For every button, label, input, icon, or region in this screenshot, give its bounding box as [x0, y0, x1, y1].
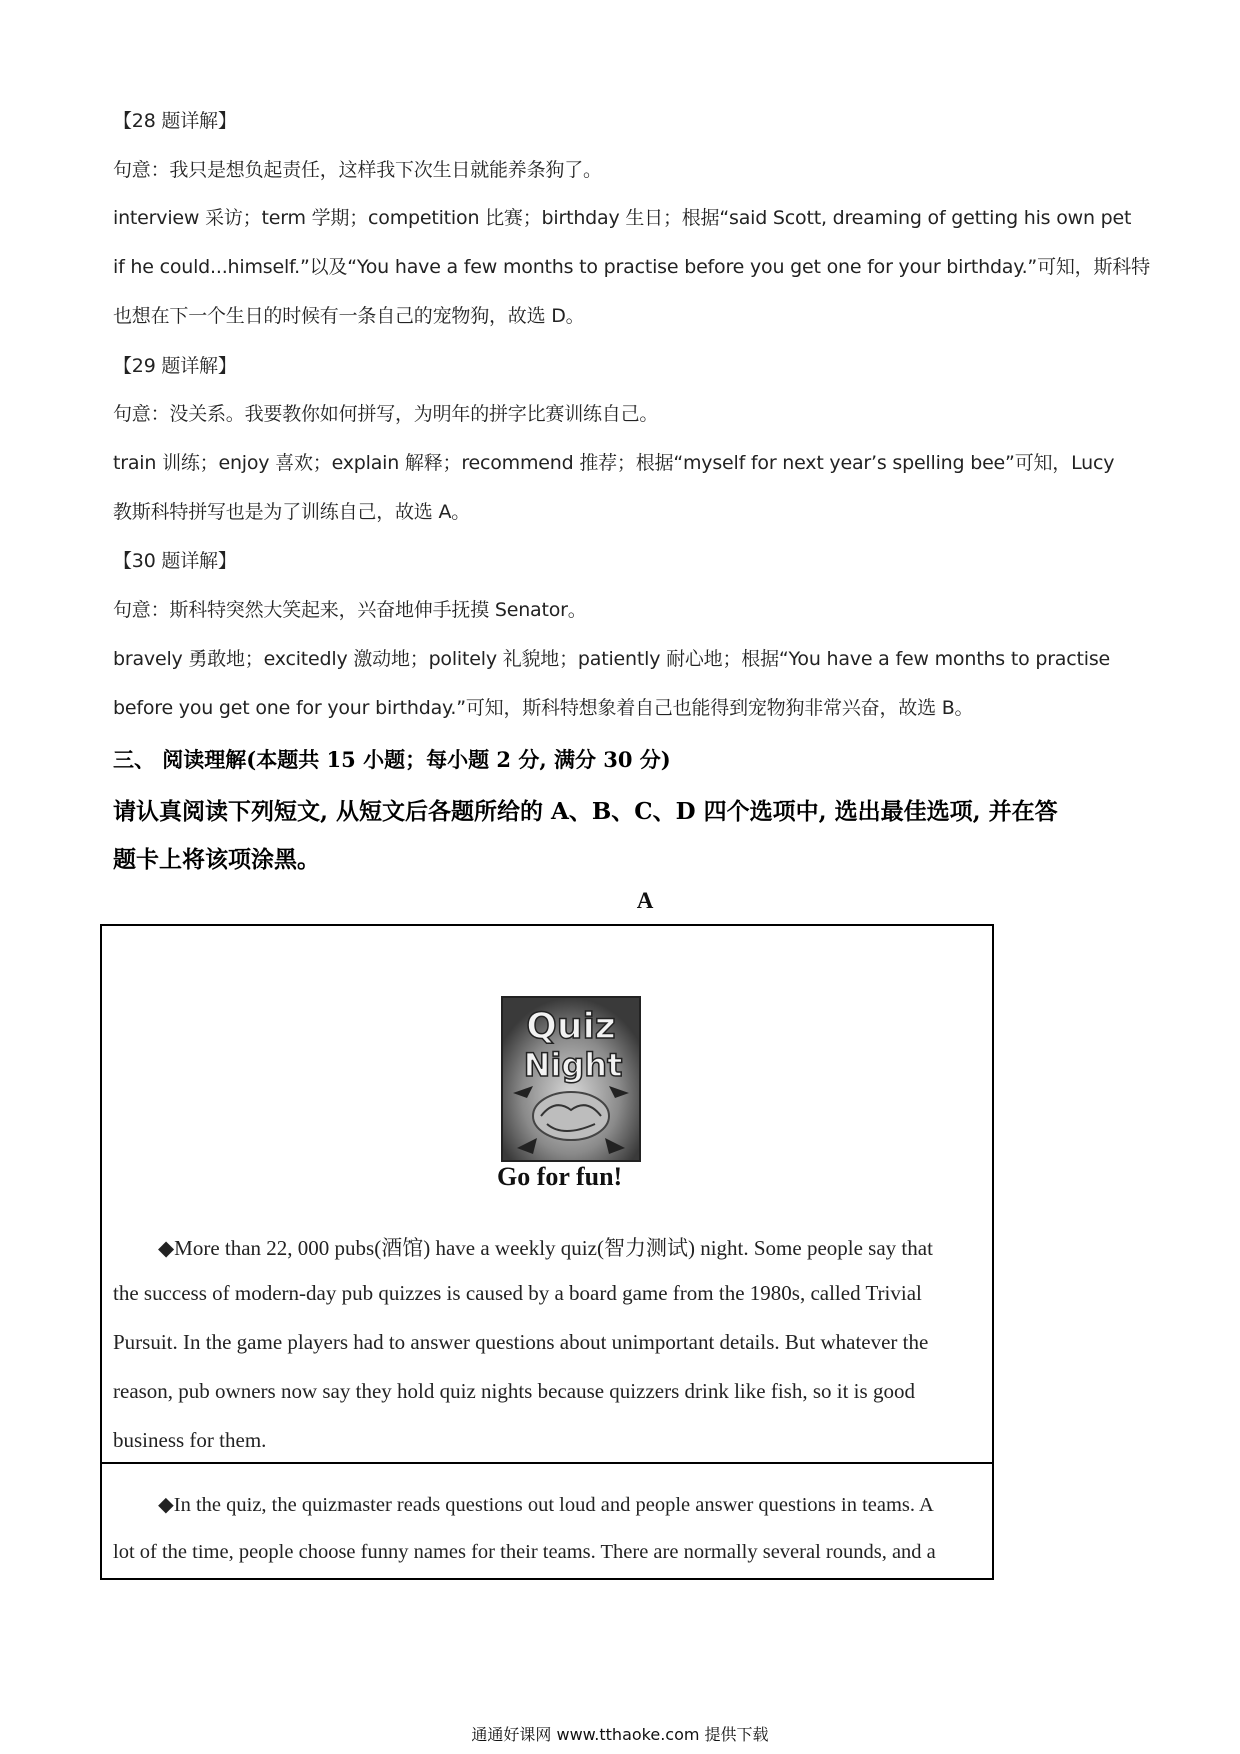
q30-header: 【30 题详解】: [113, 550, 237, 572]
q28-meaning: 句意：我只是想负起责任，这样我下次生日就能养条狗了。: [113, 159, 602, 181]
para1-line1: ◆More than 22, 000 pubs(酒馆) have a weekly quiz(智力测试) night. Some people say that: [158, 1236, 933, 1260]
q29-line2: 教斯科特拼写也是为了训练自己，故选 A。: [113, 501, 471, 523]
q28-line1: interview 采访；term 学期；competition 比赛；birthday 生日；根据“said Scott, dreaming of getting his own pet: [113, 207, 1132, 229]
para2-line1: ◆In the quiz, the quizmaster reads questions out loud and people answer questions in teams. A: [158, 1494, 934, 1516]
q30-line2: before you get one for your birthday.”可知，斯科特想象着自己也能得到宠物狗非常兴奋，故选 B。: [113, 697, 974, 719]
para1-line3: Pursuit. In the game players had to answer questions about unimportant details. But whatever the: [113, 1330, 929, 1354]
quiz-night-image: [503, 998, 639, 1160]
q28-header: 【28 题详解】: [113, 110, 237, 132]
para2-line2: lot of the time, people choose funny names for their teams. There are normally several rounds, and a: [113, 1541, 936, 1563]
section-instruction-line2: 题卡上将该项涂黑。: [113, 846, 320, 873]
logo-tagline: Go for fun!: [497, 1162, 623, 1191]
q29-meaning: 句意：没关系。我要教你如何拼写，为明年的拼字比赛训练自己。: [113, 403, 659, 425]
section-title: 三、 阅读理解(本题共 15 小题；每小题 2 分, 满分 30 分): [113, 747, 671, 772]
para1-line4: reason, pub owners now say they hold quiz nights because quizzers drink like fish, so it is good: [113, 1379, 915, 1403]
quiz-night-logo: [501, 996, 641, 1162]
logo-word1: Quiz: [526, 1006, 616, 1047]
passage-label: A: [636, 888, 654, 913]
q30-meaning: 句意：斯科特突然大笑起来，兴奋地伸手抚摸 Senator。: [113, 599, 587, 621]
logo-word2: Night: [523, 1046, 623, 1084]
q28-line2: if he could...himself.”以及“You have a few months to practise before you get one for your birthday.”可知，斯科特: [113, 256, 1150, 278]
q29-header: 【29 题详解】: [113, 355, 237, 377]
page-footer: 通通好课网 www.tthaoke.com 提供下载: [471, 1725, 769, 1744]
section-instruction-line1: 请认真阅读下列短文, 从短文后各题所给的 A、B、C、D 四个选项中, 选出最佳选项, 并在答: [113, 798, 1058, 825]
para1-line5: business for them.: [113, 1428, 267, 1452]
q29-line1: train 训练；enjoy 喜欢；explain 解释；recommend 推荐；根据“myself for next year’s spelling bee”可知，Lucy: [113, 452, 1115, 474]
q28-line3: 也想在下一个生日的时候有一条自己的宠物狗，故选 D。: [113, 305, 585, 327]
para1-line2: the success of modern-day pub quizzes is caused by a board game from the 1980s, called Trivial: [113, 1281, 922, 1305]
q30-line1: bravely 勇敢地；excitedly 激动地；politely 礼貌地；patiently 耐心地；根据“You have a few months to practise: [113, 648, 1111, 670]
